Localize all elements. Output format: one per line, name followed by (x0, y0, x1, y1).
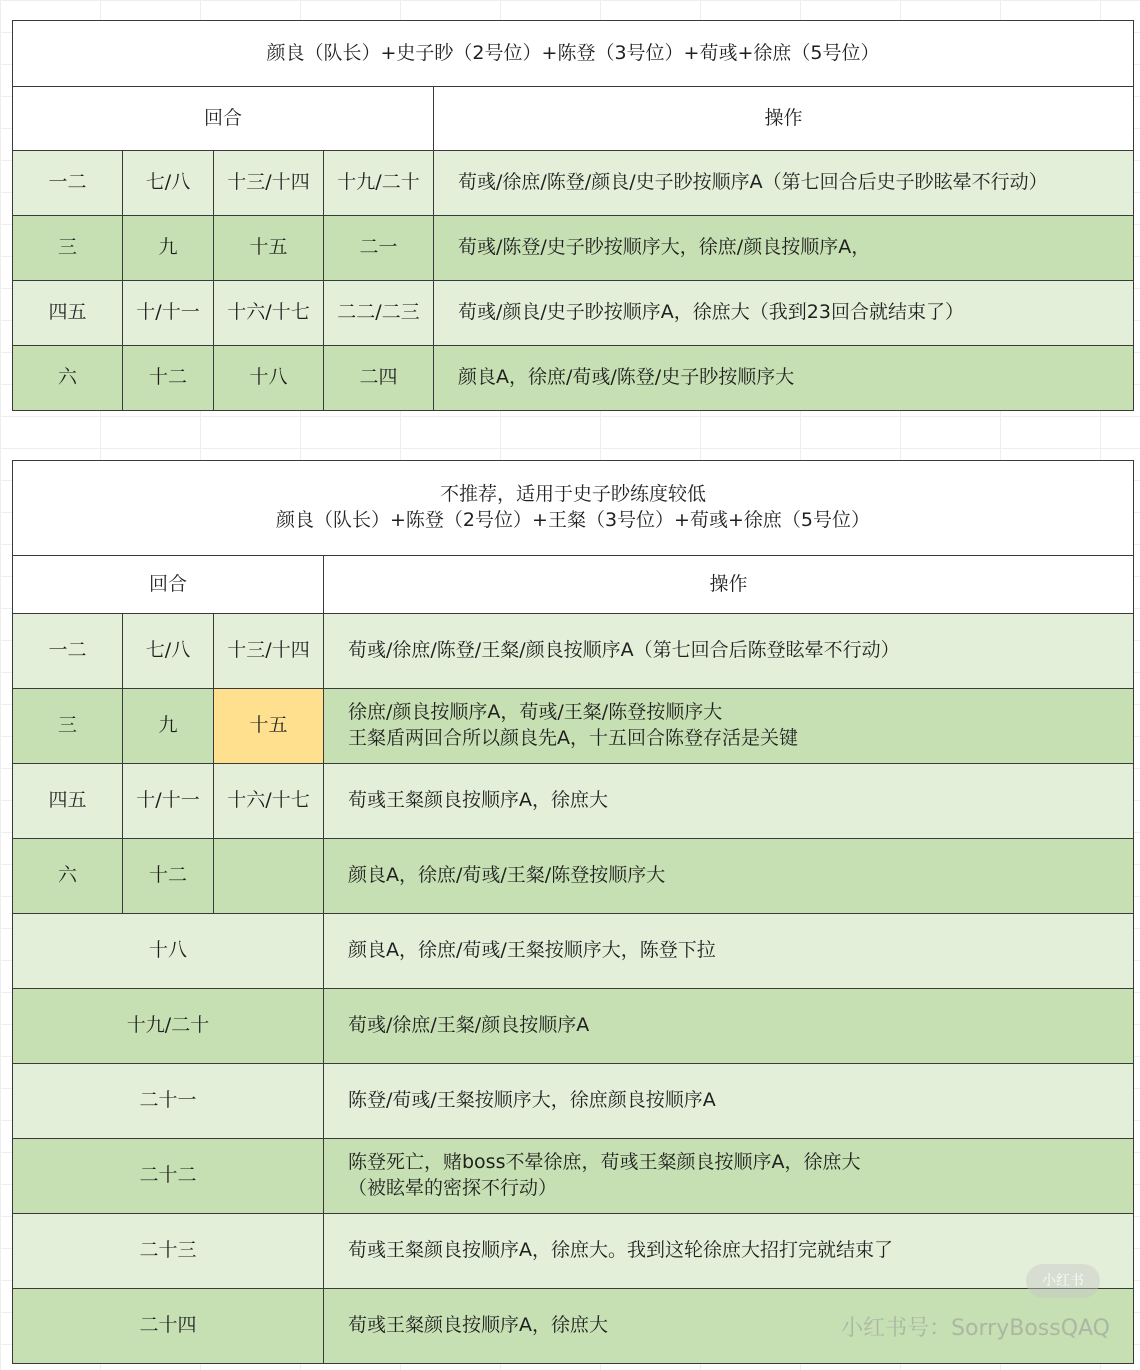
operation-line: 颜良A，徐庶/荀彧/王粲/陈登按顺序大 (348, 864, 666, 887)
round-cell-merged: 二十二 (13, 1139, 324, 1214)
operation-cell: 荀彧/陈登/史子眇按顺序大，徐庶/颜良按顺序A， (434, 216, 1134, 281)
round-cell: 二四 (324, 346, 434, 411)
header-operation: 操作 (434, 87, 1134, 151)
round-cell: 十/十一 (123, 281, 214, 346)
table-row (13, 1139, 1134, 1214)
operation-line: 陈登/荀彧/王粲按顺序大，徐庶颜良按顺序A (348, 1089, 716, 1112)
round-cell-merged: 十八 (13, 914, 324, 989)
table-row (13, 914, 1134, 989)
watermark-badge: 小红书 (1026, 1264, 1100, 1298)
operation-cell: 颜良A，徐庶/荀彧/陈登/史子眇按顺序大 (434, 346, 1134, 411)
operation-cell (324, 614, 1134, 689)
round-cell-merged: 二十三 (13, 1214, 324, 1289)
round-cell: 七/八 (123, 151, 214, 216)
round-cell: 十二 (123, 346, 214, 411)
round-cell: 十九/二十 (324, 151, 434, 216)
round-cell: 六 (13, 346, 123, 411)
operation-line: 陈登死亡，赌boss不晕徐庶，荀彧王粲颜良按顺序A，徐庶大 (348, 1151, 861, 1174)
round-cell-merged: 十九/二十 (13, 989, 324, 1064)
operation-note: （被眩晕的密探不行动） (348, 1177, 558, 1199)
operation-cell (324, 839, 1134, 914)
round-cell-merged: 二十四 (13, 1289, 324, 1364)
header-round: 回合 (13, 87, 434, 151)
round-cell: 十六/十七 (214, 281, 324, 346)
table-row (13, 281, 1134, 346)
round-cell: 十三/十四 (214, 614, 324, 689)
table-row (13, 839, 1134, 914)
table-team-2 (12, 460, 1134, 1364)
operation-line: 徐庶/颜良按顺序A，荀彧/王粲/陈登按顺序大 (348, 701, 723, 724)
round-cell: 四五 (13, 764, 123, 839)
table-row (13, 216, 1134, 281)
header-operation: 操作 (324, 556, 1134, 614)
table-row (13, 346, 1134, 411)
watermark-text: 小红书号：SorryBossQAQ (841, 1316, 1110, 1341)
round-cell-merged: 二十一 (13, 1064, 324, 1139)
round-cell: 九 (123, 689, 214, 764)
round-cell: 十/十一 (123, 764, 214, 839)
round-cell: 十三/十四 (214, 151, 324, 216)
round-cell: 九 (123, 216, 214, 281)
table-row (13, 1064, 1134, 1139)
round-cell: 六 (13, 839, 123, 914)
round-cell: 二一 (324, 216, 434, 281)
table-row (13, 764, 1134, 839)
operation-cell (324, 689, 1134, 764)
round-cell: 四五 (13, 281, 123, 346)
operation-cell (324, 1214, 1134, 1289)
team-2-title (13, 461, 1134, 556)
team-2-title-line-1: 不推荐，适用于史子眇练度较低 (439, 483, 706, 506)
header-round: 回合 (13, 556, 324, 614)
round-cell: 三 (13, 689, 123, 764)
round-cell: 十五 (214, 216, 324, 281)
operation-line: 颜良A，徐庶/荀彧/王粲按顺序大，陈登下拉 (348, 939, 716, 962)
round-cell: 七/八 (123, 614, 214, 689)
round-cell: 一二 (13, 614, 123, 689)
operation-cell (324, 989, 1134, 1064)
round-cell: 二二/二三 (324, 281, 434, 346)
round-cell: 十八 (214, 346, 324, 411)
table-row (13, 989, 1134, 1064)
table-row (13, 689, 1134, 764)
round-cell: 十六/十七 (214, 764, 324, 839)
table-row (13, 151, 1134, 216)
round-cell-empty (214, 839, 324, 914)
operation-note: 王粲盾两回合所以颜良先A，十五回合陈登存活是关键 (348, 727, 798, 749)
table-row (13, 614, 1134, 689)
team-1-title: 颜良（队长）+史子眇（2号位）+陈登（3号位）+荀彧+徐庶（5号位） (13, 21, 1134, 87)
operation-cell (324, 764, 1134, 839)
operation-line: 荀彧/徐庶/陈登/王粲/颜良按顺序A（第七回合后陈登眩晕不行动） (348, 639, 900, 662)
operation-cell (324, 1139, 1134, 1214)
operation-line: 荀彧王粲颜良按顺序A，徐庶大 (348, 1314, 608, 1337)
table-row (13, 1214, 1134, 1289)
round-cell-highlighted: 十五 (214, 689, 324, 764)
round-cell: 三 (13, 216, 123, 281)
operation-line: 荀彧王粲颜良按顺序A，徐庶大 (348, 789, 608, 812)
operation-line: 荀彧王粲颜良按顺序A，徐庶大。我到这轮徐庶大招打完就结束了 (348, 1239, 893, 1262)
operation-line: 荀彧/徐庶/王粲/颜良按顺序A (348, 1014, 590, 1037)
operation-cell: 荀彧/颜良/史子眇按顺序A，徐庶大（我到23回合就结束了） (434, 281, 1134, 346)
operation-cell: 荀彧/徐庶/陈登/颜良/史子眇按顺序A（第七回合后史子眇眩晕不行动） (434, 151, 1134, 216)
round-cell: 一二 (13, 151, 123, 216)
operation-cell (324, 914, 1134, 989)
team-2-title-line-2: 颜良（队长）+陈登（2号位）+王粲（3号位）+荀彧+徐庶（5号位） (276, 509, 870, 531)
round-cell: 十二 (123, 839, 214, 914)
table-team-1 (12, 20, 1134, 411)
operation-cell (324, 1064, 1134, 1139)
